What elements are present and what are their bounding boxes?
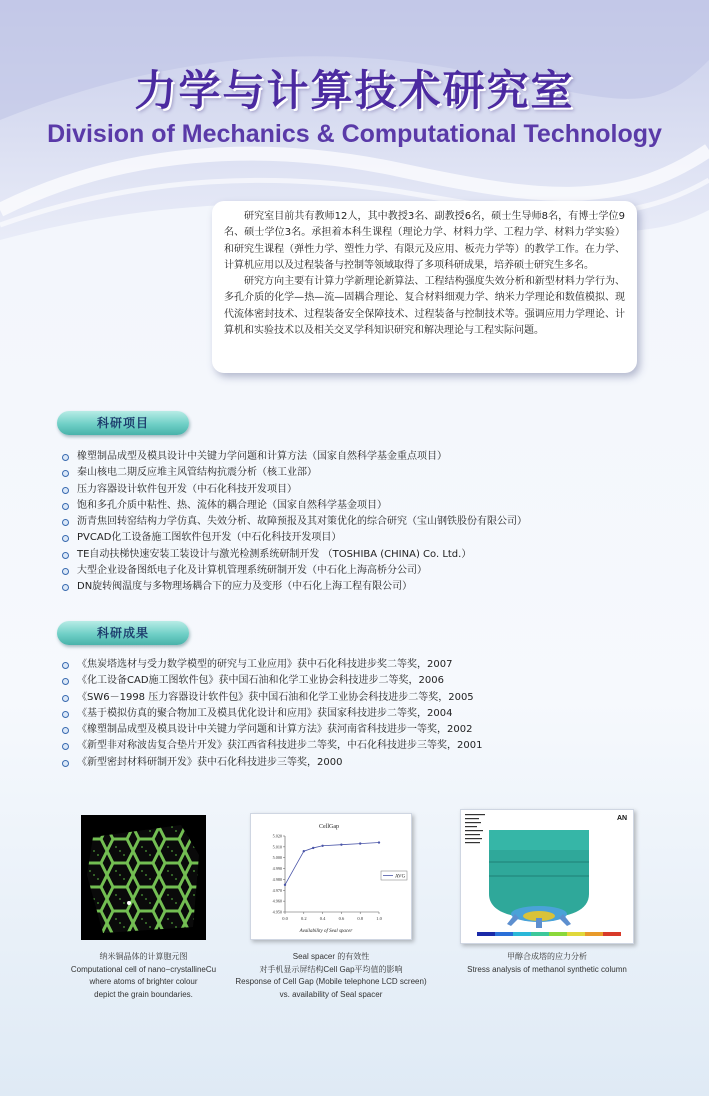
bullet-icon: [62, 535, 69, 542]
list-item: [62, 738, 482, 754]
list-item-text: 饱和多孔介质中粘性、热、流体的耦合理论（国家自然科学基金项目）: [77, 499, 387, 511]
bullet-icon: [62, 584, 69, 591]
chart-x-tick-label: 1.0: [376, 916, 382, 921]
ansys-logo: AN: [617, 815, 628, 822]
list-item-text: 沥青焦回转窑结构力学仿真、失效分析、故障预报及其对策优化的综合研究（宝山钢铁股份有限公司）: [77, 516, 527, 528]
page-title-en: Division of Mechanics & Computational Technology: [47, 120, 662, 148]
list-item-text: 大型企业设备图纸电子化及计算机管理系统研制开发（中石化上海高桥分公司）: [77, 565, 427, 577]
chart-x-axis-label: Availability of Seal spacer: [299, 929, 353, 934]
figure-1-caption-cn: 纳米铜晶体的计算胞元图: [99, 952, 188, 961]
chart-data-point: [312, 847, 314, 849]
research-projects-heading: 科研项目: [57, 411, 189, 435]
research-achievements-list: [62, 657, 482, 771]
list-item-text: 《化工设备CAD施工图软件包》获中国石油和化学工业协会科技进步二等奖，2006: [77, 675, 444, 687]
intro-paragraph-2: 研究方向主要有计算力学新理论新算法、工程结构强度失效分析和新型材料力学行为、多孔介质的化学—热—流—固耦合理论、复合材料细观力学、纳米力学理论和数值模拟、现代流体密封技术、过程装备安全保障技术、过程装备与控制技术等。强调应用力学理论、计算机和实验技术以及相关交叉学科知识研究和解决理论与工程实际问题。: [224, 276, 625, 337]
list-item: [62, 755, 482, 771]
chart-data-point: [359, 842, 361, 844]
chart-data-point: [321, 845, 323, 847]
chart-y-tick-label: 4.980: [272, 876, 282, 882]
figure-2-caption-cn-2: 对手机显示屏结构Cell Gap平均值的影响: [259, 964, 403, 974]
stress-analysis-image: [461, 810, 633, 943]
bullet-icon: [62, 568, 69, 575]
figure-nano-cu-cell: [81, 815, 206, 940]
bullet-icon: [62, 760, 69, 767]
figure-3-caption: [457, 951, 637, 976]
page-title-cn: 力学与计算技术研究室: [134, 66, 575, 115]
list-item: [62, 482, 527, 498]
figure-2-caption: [220, 951, 442, 1001]
chart-x-tick-label: 0.8: [357, 916, 364, 921]
list-item-text: 《新型非对称波齿复合垫片开发》获江西省科技进步二等奖，中石化科技进步三等奖，2001: [77, 740, 483, 752]
list-item: [62, 690, 482, 706]
cellgap-chart-svg: [251, 814, 411, 939]
figure-3-caption-cn: 甲醇合成塔的应力分析: [507, 952, 587, 961]
list-item-text: 《基于模拟仿真的聚合物加工及模具优化设计和应用》获国家科技进步二等奖，2004: [77, 707, 453, 719]
chart-series-line: [285, 843, 379, 885]
list-item: [62, 563, 527, 579]
list-item-text: 压力容器设计软件包开发（中石化科技开发项目）: [77, 483, 297, 495]
bullet-icon: [62, 503, 69, 510]
list-item-text: TE自动扶梯快速安装工装设计与激光检测系统研制开发 （TOSHIBA (CHINA) Co. Ltd.）: [77, 548, 472, 560]
chart-y-tick-label: 5.010: [272, 844, 282, 850]
chart-y-tick-label: 4.990: [272, 866, 282, 872]
list-item-text: 《焦炭塔选材与受力数学模型的研究与工业应用》获中石化科技进步奖二等奖，2007: [77, 659, 453, 670]
list-item: [62, 722, 482, 738]
chart-legend-label: AVG: [395, 874, 406, 880]
list-item: [62, 514, 527, 530]
figure-2-caption-cn-1: Seal spacer 的有效性: [292, 952, 370, 961]
figure-1-caption-en-3: depict the grain boundaries.: [94, 989, 193, 999]
chart-y-tick-label: 5.000: [272, 855, 282, 861]
intro-paragraph-1: 研究室目前共有教师12人，其中教授3名、副教授6名，硕士生导师8名，有博士学位9名、硕士学位3名。承担着本科生课程（理论力学、材料力学、工程力学、材料力学实验）和研究生课程（弹性力学、塑性力学、有限元及应用、板壳力学等）的教学工作。在力学、计算机应用以及过程装备与控制等领域取得了多项科研成果，培养硕士研究生多名。: [224, 211, 625, 271]
list-item: [62, 579, 527, 595]
list-item: [62, 673, 482, 689]
list-item-text: PVCAD化工设备施工图软件包开发（中石化科技开发项目）: [77, 532, 342, 544]
figure-3-caption-en: Stress analysis of methanol synthetic column: [467, 964, 627, 974]
chart-data-point: [340, 843, 342, 845]
list-item-text: DN旋转阀温度与多物理场耦合下的应力及变形（中石化上海工程有限公司）: [77, 581, 413, 593]
figure-1-caption-en-2: where atoms of brighter colour: [89, 977, 198, 986]
bullet-icon: [62, 487, 69, 494]
chart-title: CellGap: [319, 824, 339, 830]
figure-2-caption-en-2: vs. availability of Seal spacer: [279, 989, 383, 999]
list-item-text: 《SW6－1998 压力容器设计软件包》获中国石油和化学工业协会科技进步二等奖，2005: [77, 691, 474, 703]
list-item-text: 秦山核电二期反应堆主风管结构抗震分析（核工业部）: [77, 467, 317, 479]
list-item: [62, 706, 482, 722]
chart-x-tick-label: 0.6: [338, 916, 345, 921]
figure-stress-analysis: [460, 809, 634, 944]
chart-data-point: [303, 850, 305, 852]
nano-cu-cell-image: [81, 815, 206, 940]
chart-x-tick-label: 0.2: [300, 916, 307, 921]
chart-data-point: [284, 884, 286, 886]
intro-text-box: [212, 201, 637, 373]
figure-1-caption: [51, 951, 236, 1001]
research-projects-list: [62, 449, 527, 596]
bullet-icon: [62, 727, 69, 734]
chart-y-tick-label: 4.960: [272, 898, 282, 904]
figure-2-caption-en-1: Response of Cell Gap (Mobile telephone LCD screen): [235, 977, 427, 986]
figure-1-caption-en-1: Computational cell of nano−crystallineCu: [70, 964, 217, 974]
bullet-icon: [62, 454, 69, 461]
chart-x-tick-label: 0.0: [282, 916, 288, 921]
bullet-icon: [62, 711, 69, 718]
chart-data-point: [378, 841, 380, 843]
list-item-text: 《橡塑制品成型及模具设计中关键力学问题和计算方法》获河南省科技进步一等奖，2002: [77, 724, 473, 736]
bullet-icon: [62, 743, 69, 750]
chart-y-tick-label: 4.950: [272, 909, 282, 915]
list-item: [62, 465, 527, 481]
chart-y-tick-label: 4.970: [272, 887, 282, 893]
research-achievements-heading: 科研成果: [57, 621, 189, 645]
figure-cellgap-chart: [250, 813, 412, 940]
list-item: [62, 498, 527, 514]
chart-x-tick-label: 0.4: [319, 916, 326, 921]
list-item: [62, 547, 527, 563]
list-item-text: 橡塑制品成型及模具设计中关键力学问题和计算方法（国家自然科学基金重点项目）: [77, 451, 447, 462]
bullet-icon: [62, 519, 69, 526]
list-item: [62, 530, 527, 546]
list-item: [62, 449, 527, 465]
chart-y-tick-label: 5.020: [272, 833, 282, 839]
bullet-icon: [62, 470, 69, 477]
bullet-icon: [62, 552, 69, 559]
list-item-text: 《新型密封材料研制开发》获中石化科技进步三等奖，2000: [77, 756, 343, 768]
bullet-icon: [62, 678, 69, 685]
bullet-icon: [62, 695, 69, 702]
list-item: [62, 657, 482, 673]
bullet-icon: [62, 662, 69, 669]
